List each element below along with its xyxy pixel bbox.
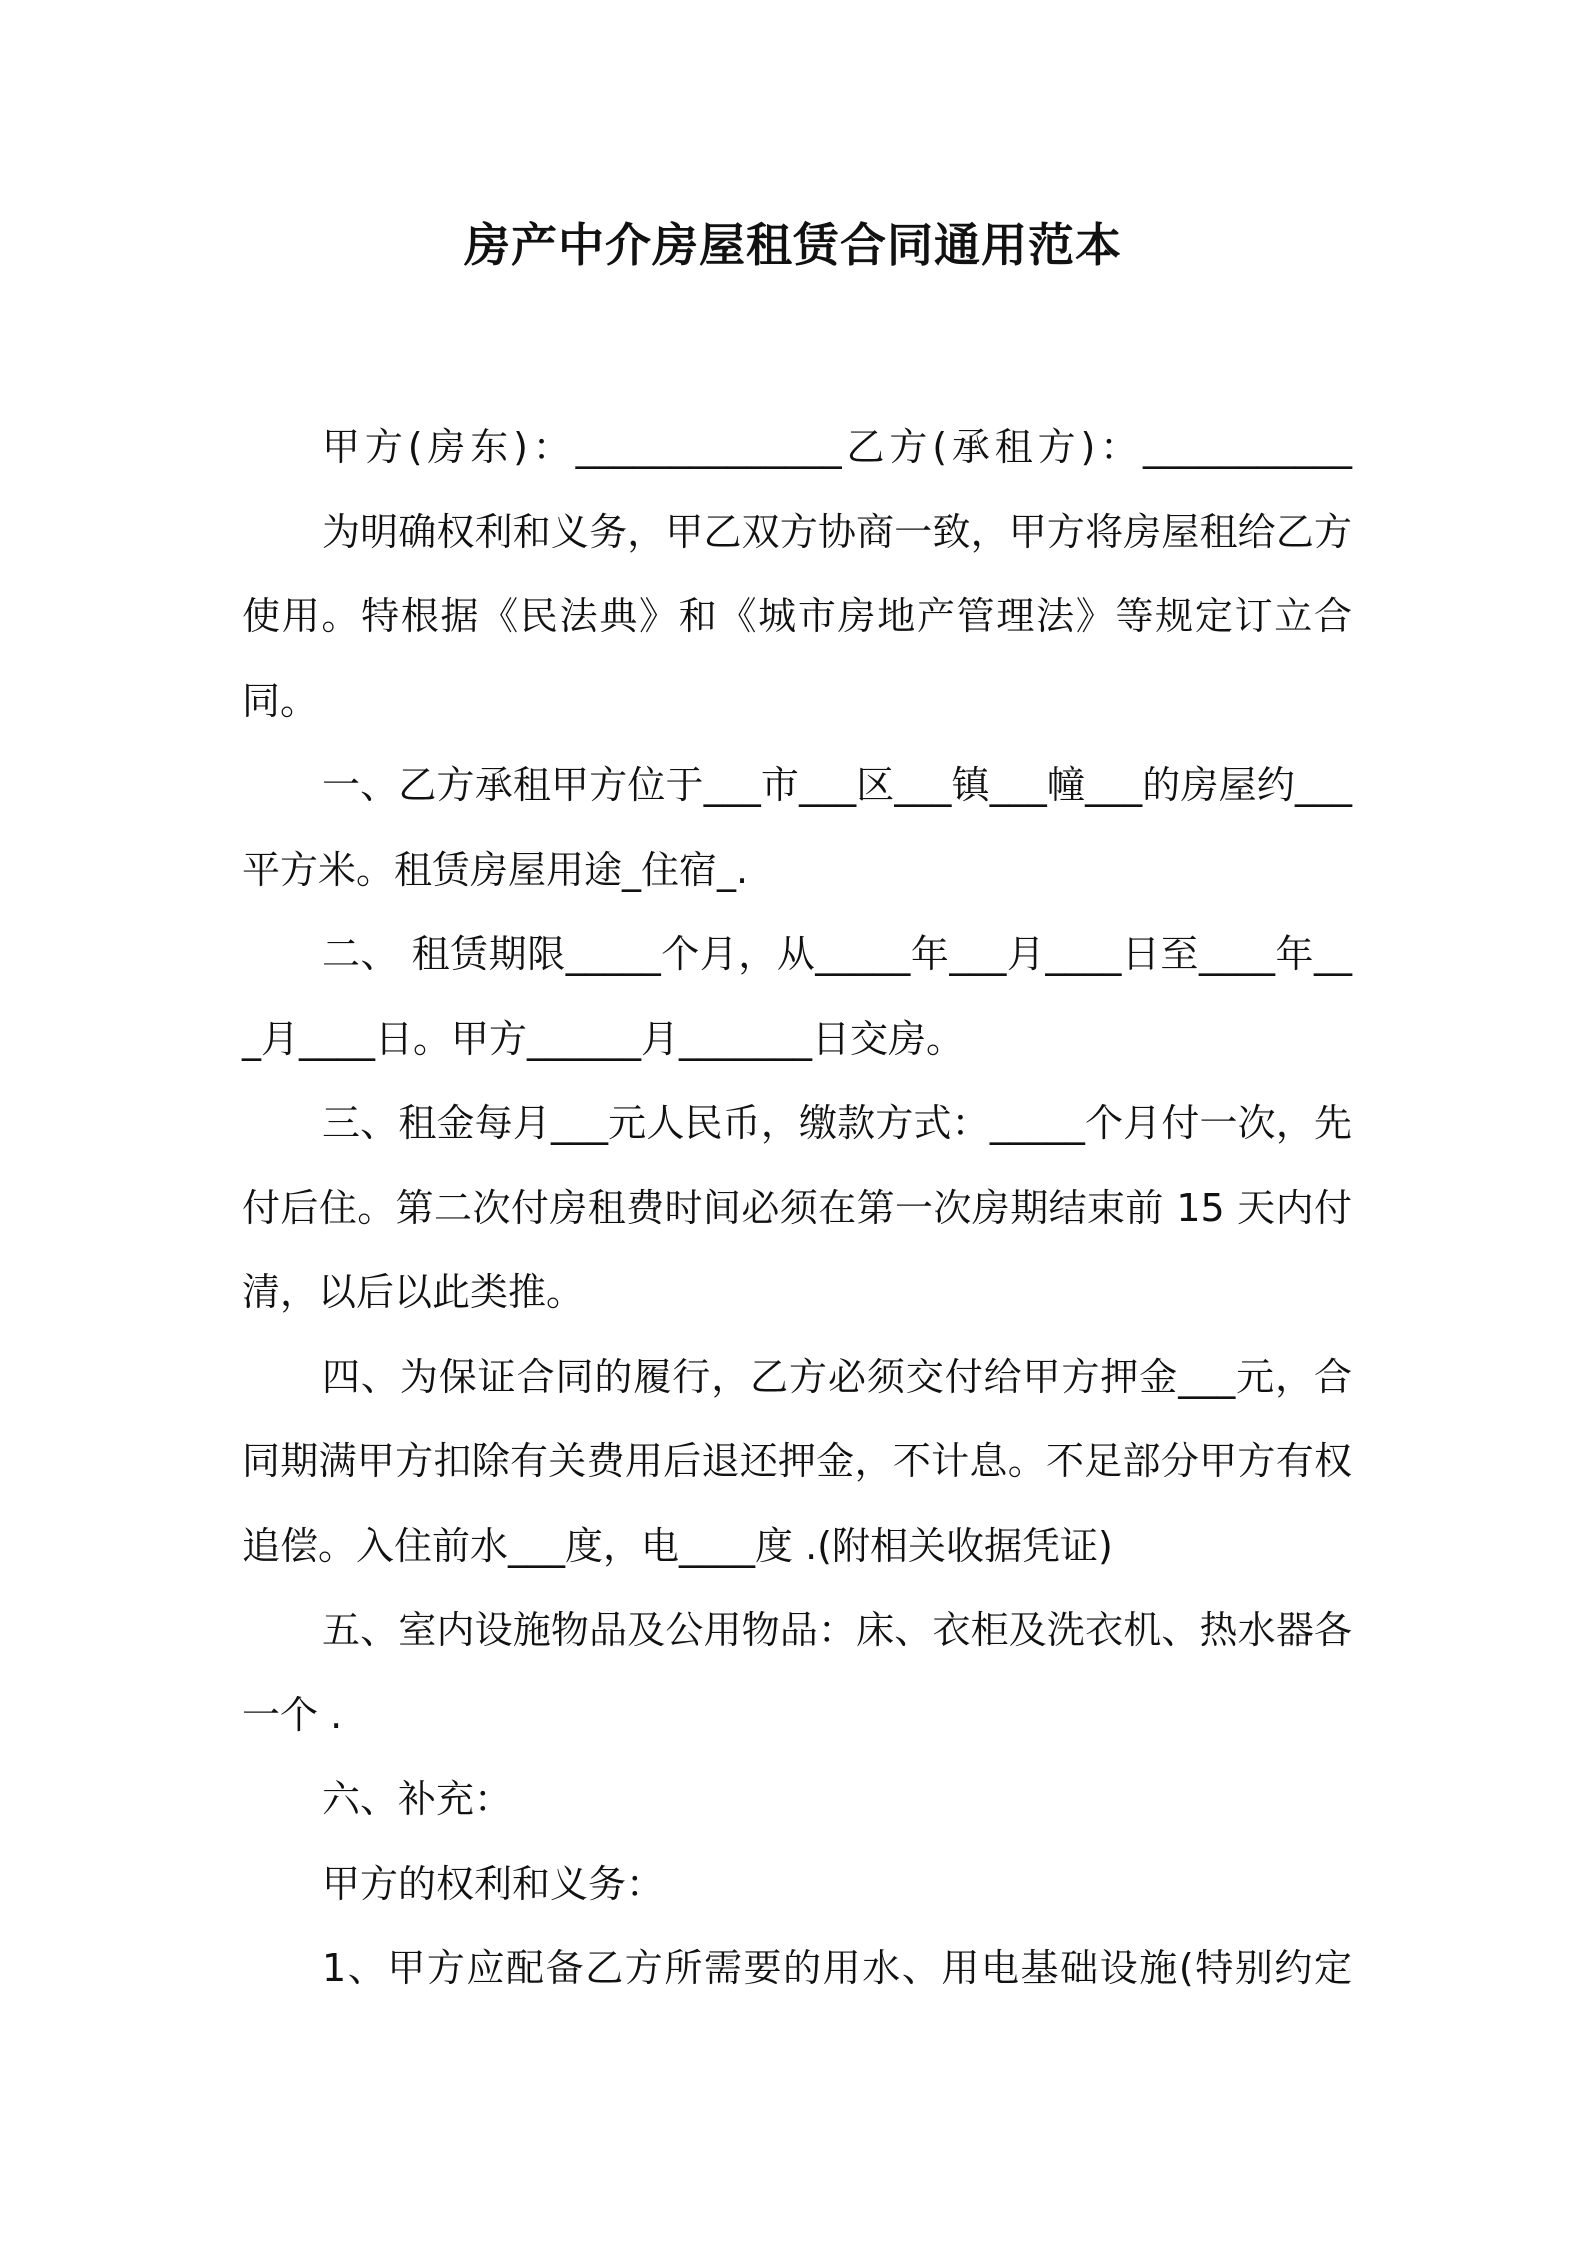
document-title: 房产中介房屋租赁合同通用范本 (464, 218, 1122, 272)
clause-2: 二、 租赁期限_____个月，从_____年___月____日至____年___月____日。甲方______月_______日交房。 (242, 932, 1352, 1061)
party-a-rights-heading: 甲方的权利和义务： (322, 1861, 665, 1906)
intro-paragraph: 为明确权利和义务，甲乙双方协商一致，甲方将房屋租给乙方使用。特根据《民法典》和《城市房地产管理法》等规定订立合同。 (242, 509, 1352, 723)
party-line: 甲方(房东)：______________乙方(承租方)：___________ (322, 425, 1352, 469)
clause-3: 三、租金每月___元人民币，缴款方式：_____个月付一次，先付后住。第二次付房租费时间必须在第一次房期结束前 15 天内付清，以后以此类推。 (242, 1101, 1352, 1314)
party-a-item-1: 1、甲方应配备乙方所需要的用水、用电基础设施(特别约定 (322, 1946, 1352, 1990)
document-body (242, 405, 1352, 2011)
clause-4: 四、为保证合同的履行，乙方必须交付给甲方押金___元，合同期满甲方扣除有关费用后退还押金，不计息。不足部分甲方有权追偿。入住前水___度，电____度 .(附相关收据凭证) (242, 1354, 1352, 1568)
clause-1: 一、乙方承租甲方位于___市___区___镇___幢___的房屋约___平方米。租赁房屋用途_住宿_. (242, 763, 1352, 892)
clause-6: 六、补充： (322, 1777, 513, 1821)
clause-5: 五、室内设施物品及公用物品：床、衣柜及洗衣机、热水器各一个 . (242, 1608, 1352, 1737)
